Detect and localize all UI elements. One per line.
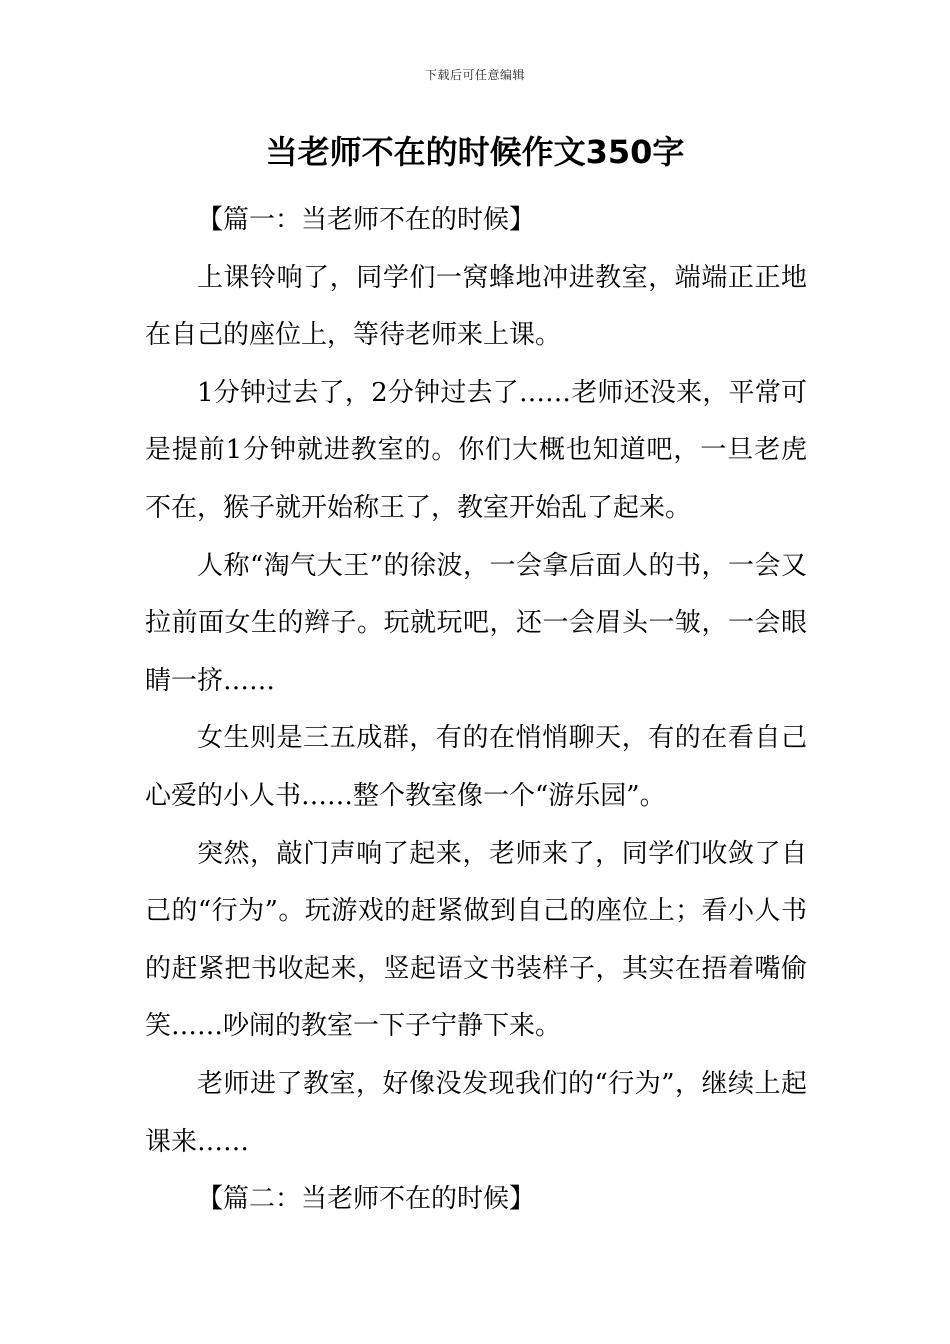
document-body [145,192,807,1229]
section-heading-1: 【篇一：当老师不在的时候】 [197,205,536,235]
paragraph: 老师进了教室，好像没发现我们的“行为”，继续上起课来…… [145,1068,807,1157]
header-note: 下载后可任意编辑 [424,68,525,82]
paragraph: 人称“淘气大王”的徐波，一会拿后面人的书，一会又拉前面女生的辫子。玩就玩吧，还一会眉头一皱，一会眼睛一挤…… [145,550,807,696]
paragraph: 上课铃响了，同学们一窝蜂地冲进教室，端端正正地在自己的座位上，等待老师来上课。 [145,262,807,351]
document-title: 当老师不在的时候作文350字 [265,133,685,171]
paragraph: 女生则是三五成群，有的在悄悄聊天，有的在看自己心爱的小人书……整个教室像一个“游乐园”。 [145,723,807,811]
paragraph: 1分钟过去了，2分钟过去了……老师还没来，平常可是提前1分钟就进教室的。你们大概也知道吧，一旦老虎不在，猴子就开始称王了，教室开始乱了起来。 [145,377,807,523]
section-heading-2: 【篇二：当老师不在的时候】 [197,1184,536,1215]
paragraph: 突然，敲门声响了起来，老师来了，同学们收敛了自己的“行为”。玩游戏的赶紧做到自己的座位上；看小人书的赶紧把书收起来，竖起语文书装样子，其实在捂着嘴偷笑……吵闹的教室一下子宁静下来。 [145,838,807,1042]
